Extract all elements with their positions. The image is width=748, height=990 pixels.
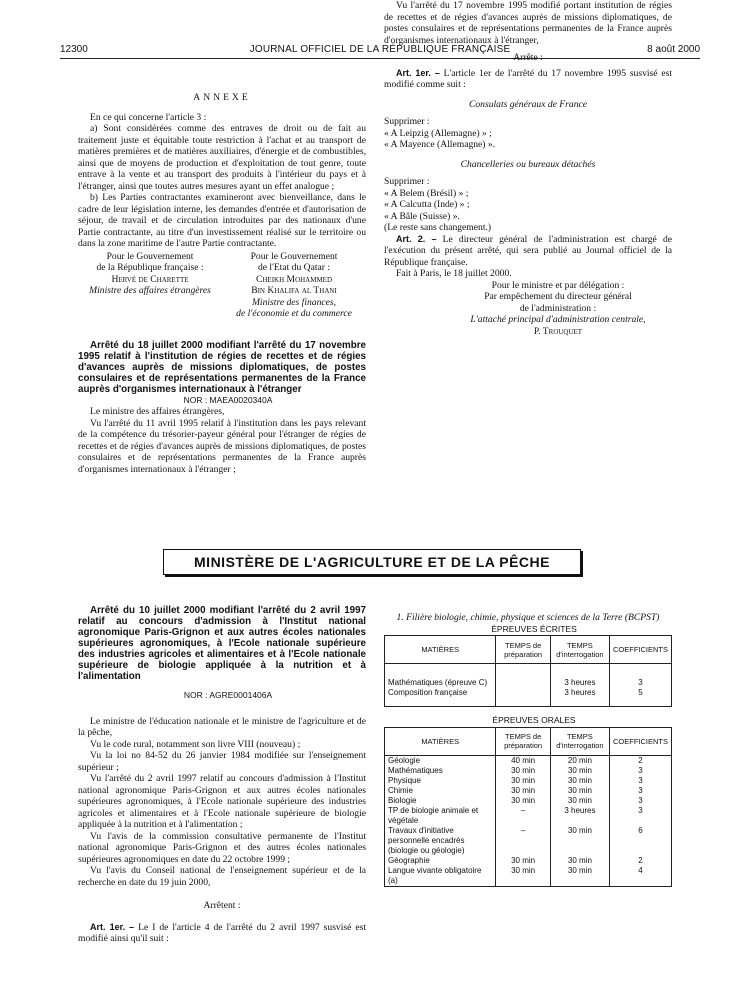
matiere-cell: Biologie (385, 796, 496, 806)
matiere-cell: TP de biologie animale et végétale (385, 806, 496, 826)
annexe-signatures (78, 251, 366, 320)
matiere-cell: Physique (385, 776, 496, 786)
table-row (385, 776, 672, 786)
arrete1-title: Arrêté du 18 juillet 2000 modifiant l'arrêté du 17 novembre 1995 relatif à l'institution de régies de recettes et de régies d'avances auprès de missions diplomatiques, de postes consulaires et de représentations permanentes de la France auprès d'organismes internationaux à l'étranger (78, 339, 366, 395)
arrete1-minister: Le ministre des affaires étrangères, (90, 406, 225, 417)
coef-cell: 4 (609, 866, 671, 887)
consulat-item: « A Mayence (Allemagne) ». (384, 139, 496, 150)
interro-cell: 30 min (550, 776, 609, 786)
ecrites-table (384, 635, 672, 707)
arrete1-vu-2: Vu l'arrêté du 17 novembre 1995 modifié portant institution de régies de recettes et de régies d'avances auprès de missions diplomatiques, de postes consulaires et de représentations permanentes de la France auprès d'organismes internationaux à l'étranger, (384, 0, 672, 46)
arrete1-art2-label: Art. 2. – (396, 233, 437, 244)
table-row (385, 766, 672, 776)
consulats-title: Consulats généraux de France (468, 98, 588, 110)
matiere-cell: Mathématiques (épreuve C) (385, 664, 496, 689)
chancellerie-item: « A Bâle (Suisse) ». (384, 210, 460, 222)
interro-cell: 30 min (550, 866, 609, 887)
col-header-matieres: MATIÈRES (385, 636, 496, 664)
journal-title: JOURNAL OFFICIEL DE LA RÉPUBLIQUE FRANÇAISE (249, 44, 511, 55)
prep-cell: – (496, 806, 550, 826)
coef-cell: 3 (609, 776, 671, 786)
chancelleries-title: Chancelleries ou bureaux détachés (460, 158, 596, 170)
interro-cell: 3 heures (550, 688, 609, 707)
matiere-cell: Composition française (385, 688, 496, 707)
coef-cell: 2 (609, 755, 671, 766)
interro-cell: 30 min (550, 786, 609, 796)
coef-cell: 3 (609, 806, 671, 826)
prep-cell: 30 min (496, 766, 550, 776)
arrete2-para: Vu le code rural, notamment son livre VIII (nouveau) ; (90, 738, 301, 750)
prep-cell: 30 min (496, 776, 550, 786)
arrete1-nor: NOR : MAEA0020340A (183, 394, 273, 405)
prep-cell: 30 min (496, 856, 550, 866)
coef-cell: 3 (609, 796, 671, 806)
arrete2-nor: NOR : AGRE0001406A (183, 690, 273, 700)
arrete2-para: Vu la loi no 84-52 du 26 janvier 1984 modifiée sur l'enseignement supérieur ; (78, 750, 366, 773)
filiere-title: 1. Filière biologie, chimie, physique et sciences de la Terre (BCPST) (396, 612, 660, 623)
interro-cell: 30 min (550, 766, 609, 776)
ministry-banner: MINISTÈRE DE L'AGRICULTURE ET DE LA PÊCHE (163, 549, 581, 575)
interro-cell: 30 min (550, 796, 609, 806)
orales-caption: ÉPREUVES ORALES (492, 715, 576, 725)
supprimer-2: Supprimer : (384, 176, 430, 187)
table-row (385, 755, 672, 766)
coef-cell: 3 (609, 664, 671, 689)
table-row (385, 826, 672, 856)
col-header-matieres: MATIÈRES (385, 727, 496, 755)
consulat-item: « A Leipzig (Allemagne) » ; (384, 127, 492, 139)
coef-cell: 2 (609, 856, 671, 866)
matiere-cell: Géographie (385, 856, 496, 866)
coef-cell: 3 (609, 766, 671, 776)
arrete2-art1: Le I de l'article 4 de l'arrêté du 2 avril 1997 susvisé est modifié ainsi qu'il suit : (78, 921, 366, 944)
prep-cell: 30 min (496, 786, 550, 796)
issue-date: 8 août 2000 (647, 44, 700, 55)
arrete2-title: Arrêté du 10 juillet 2000 modifiant l'arrêté du 2 avril 1997 relatif au concours d'admission à l'Institut national agronomique Paris-Grignon et aux autres écoles nationales supérieures agronomiques, à l'Ecole nationale supérieure des industries agricoles et alimentaires et à l'Ecole nationale supérieure de biologie appliquée à la nutrition et à l'alimentation (78, 605, 366, 682)
arrete2-para: Vu l'avis du Conseil national de l'enseignement supérieur et de la recherche en date du 19 juin 2000, (78, 865, 366, 888)
arrete1-art2: Le directeur général de l'administration est chargé de l'exécution du présent arrêté, qui sera publié au Journal officiel de la République française. (384, 233, 673, 268)
coef-cell: 5 (609, 688, 671, 707)
arrete2-art1-label: Art. 1er. – (90, 921, 135, 932)
prep-cell: – (496, 826, 550, 856)
orales-table (384, 727, 672, 887)
col-header-coef: COEFFICIENTS (609, 727, 671, 755)
interro-cell: 3 heures (550, 664, 609, 689)
arrete1-vu-1: Vu l'arrêté du 11 avril 1995 relatif à l'institution dans les pays relevant de la compétence du trésorier-payeur général pour l'étranger de régies de recettes et de régies d'avances auprès de missions diplomatiques, de postes consulaires et de représentations permanentes de la France auprès d'organismes internationaux à l'étranger ; (78, 417, 366, 475)
table-row (385, 796, 672, 806)
matiere-cell: Mathématiques (385, 766, 496, 776)
annexe-b: b) Les Parties contractantes examineront avec bienveillance, dans le cadre de leur législation interne, les demandes d'entrée et d'autorisation de séjour, de travail et de circulation introduites par des nationaux d'une Partie contractante, au titre d'un investissement réalisé sur le territoire ou dans la zone maritime de l'autre Partie contractante. (78, 192, 366, 249)
table-row (385, 856, 672, 866)
interro-cell: 30 min (550, 826, 609, 856)
annexe-a: a) Sont considérées comme des entraves de droit ou de fait au traitement juste et équitable toute restriction à l'achat et au transport de matières premières et de matières auxiliaires, d'énergie et de combustibles, ainsi que de moyens de production et d'exploitation de tout genre, toute entrave à la vente et au transport des produits à l'intérieur du pays et à l'étranger, ainsi que toutes autres mesures ayant un effet analogue ; (78, 123, 366, 192)
signature-france: Pour le Gouvernement de la République française : Hervé de Charette Ministre des affaires étrangères (89, 250, 211, 296)
matiere-cell: Travaux d'initiative personnelle encadrés (biologie ou géologie) (385, 826, 496, 856)
matiere-cell: Langue vivante obligatoire (a) (385, 866, 496, 887)
interro-cell: 3 heures (550, 806, 609, 826)
chancellerie-item: « A Belem (Brésil) » ; (384, 187, 469, 199)
prep-cell: 30 min (496, 866, 550, 887)
page-number: 12300 (60, 44, 88, 55)
interro-cell: 20 min (550, 755, 609, 766)
prep-cell: 30 min (496, 796, 550, 806)
arrete1-fait: Fait à Paris, le 18 juillet 2000. (396, 268, 512, 279)
arrete1-signature: Pour le ministre et par délégation : Par empêchement du directeur général de l'administration : L'attaché principal d'administration centrale, P. Trouquet (470, 279, 646, 337)
left-column-top (78, 92, 366, 475)
arrete2-para: Vu l'avis de la commission consultative permanente de l'Institut national agronomique Paris-Grignon et des autres écoles nationales supérieures agronomiques en date du 22 octobre 1999 ; (78, 830, 366, 865)
chancellerie-item: « A Calcutta (Inde) » ; (384, 199, 470, 210)
col-header-prep: TEMPS de préparation (496, 727, 550, 755)
ecrites-caption: ÉPREUVES ÉCRITES (491, 623, 577, 634)
col-header-interro: TEMPS d'interrogation (550, 727, 609, 755)
table-row (385, 806, 672, 826)
col-header-coef: COEFFICIENTS (609, 636, 671, 664)
right-column-top (384, 0, 673, 337)
arrete1-art1-label: Art. 1er. – (396, 67, 440, 78)
coef-cell: 3 (609, 786, 671, 796)
col-header-prep: TEMPS de préparation (496, 636, 550, 664)
prep-cell: 40 min (496, 755, 550, 766)
coef-cell: 6 (609, 826, 671, 856)
arrete2-para: Vu l'arrêté du 2 avril 1997 relatif au concours d'admission à l'Institut national agronomique Paris-Grignon et aux autres écoles nationales supérieures agronomiques, à l'Ecole nationale supérieure des industries agricoles et alimentaires et à l'Ecole nationale supérieure de biologie appliquée à la nutrition et à l'alimentation ; (78, 773, 366, 830)
table-row (385, 664, 672, 689)
arrete1-art1: L'article 1er de l'arrêté du 17 novembre 1995 susvisé est modifié comme suit : (384, 67, 672, 90)
supprimer-1: Supprimer : (384, 116, 430, 127)
arrete2-para: Le ministre de l'éducation nationale et le ministre de l'agriculture et de la pêche, (78, 715, 366, 738)
right-column-bottom (384, 612, 672, 887)
arrete2-arretent: Arrêtent : (203, 900, 241, 911)
signature-qatar: Pour le Gouvernement de l'Etat du Qatar : Cheikh Mohammed Bin Khalifa al Thani Ministre des finances, de l'économie et du commerce (236, 250, 352, 319)
table-row (385, 786, 672, 796)
prep-cell (496, 688, 550, 707)
interro-cell: 30 min (550, 856, 609, 866)
arrete1-arrete: Arrête : (513, 52, 543, 63)
table-row (385, 866, 672, 887)
matiere-cell: Géologie (385, 755, 496, 766)
annexe-intro: En ce qui concerne l'article 3 : (90, 111, 207, 123)
left-column-bottom (78, 605, 366, 945)
matiere-cell: Chimie (385, 786, 496, 796)
reste-note: (Le reste sans changement.) (384, 222, 492, 233)
table-row (385, 688, 672, 707)
annexe-title: ANNEXE (193, 92, 251, 103)
prep-cell (496, 664, 550, 689)
col-header-interro: TEMPS d'interrogation (550, 636, 609, 664)
